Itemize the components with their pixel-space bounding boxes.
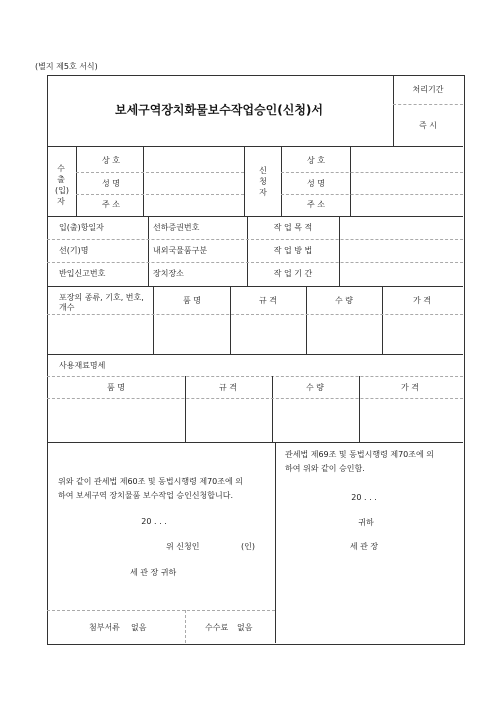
approval-recipient: 귀하 [358, 518, 374, 527]
attachments-label: 첨부서류 [89, 623, 120, 632]
work-purpose-label: 작 업 목 적 [273, 223, 313, 232]
exporter-name-label: 성 명 [102, 179, 120, 188]
approval-issuer: 세 관 장 [349, 542, 379, 551]
application-recipient: 세 관 장 귀하 [130, 568, 177, 577]
work-method-label: 작 업 방 법 [273, 246, 313, 255]
application-date: 20 . . . [141, 517, 167, 526]
materials-header-spec: 규 격 [219, 383, 237, 392]
fee-label: 수수료 [205, 623, 229, 632]
form-number: (별지 제5호 서식) [35, 62, 98, 71]
materials-header-price: 가 격 [401, 383, 419, 392]
packaging-header-item: 품 명 [183, 296, 201, 305]
packaging-header-price: 가 격 [413, 296, 431, 305]
applicant-name-label: 성 명 [307, 179, 325, 188]
applicant-label: 신 청 자 [259, 166, 267, 197]
packaging-label: 포장의 종류, 기호, 번호,개수 [59, 293, 144, 312]
materials-header-quantity: 수 량 [306, 383, 324, 392]
goods-classification-label: 내외국물품구분 [153, 246, 208, 255]
work-period-label: 작 업 기 간 [273, 269, 313, 278]
exporter-address-label: 주 소 [102, 200, 120, 209]
approval-text-line2: 하여 위와 같이 승인함. [285, 464, 365, 473]
attachments-value: 없음 [131, 623, 147, 632]
applicant-company-label: 상 호 [307, 156, 325, 165]
processing-period-value: 즉 시 [419, 121, 437, 130]
application-text-line1: 위와 같이 관세법 제60조 및 동법시행령 제70조에 의 [58, 477, 243, 486]
processing-period-label: 처리기간 [412, 85, 444, 94]
page-title: 보세구역장치화물보수작업승인(신청)서 [114, 103, 324, 117]
storage-location-label: 장치장소 [153, 269, 184, 278]
seal-mark: (인) [241, 542, 255, 551]
materials-label: 사용재료명세 [59, 361, 106, 370]
fee-value: 없음 [237, 623, 253, 632]
approval-date: 20 . . . [351, 493, 377, 502]
exporter-company-label: 상 호 [102, 156, 120, 165]
bl-number-label: 선하증권번호 [153, 223, 200, 232]
applicant-signer-label: 위 신청인 [166, 542, 200, 551]
arrival-date-label: 입(출)항일자 [59, 223, 104, 232]
approval-text-line1: 관세법 제69조 및 동법시행령 제70조에 의 [285, 450, 434, 459]
materials-header-item: 품 명 [107, 383, 125, 392]
vessel-name-label: 선(기)명 [59, 246, 89, 255]
exporter-label: 수 출 (입) 자 [55, 164, 69, 206]
application-text-line2: 하여 보세구역 장치물품 보수작업 승인신청합니다. [58, 491, 234, 500]
packaging-header-quantity: 수 량 [335, 296, 353, 305]
packaging-header-spec: 규 격 [259, 296, 277, 305]
applicant-address-label: 주 소 [307, 200, 325, 209]
entry-report-number-label: 반입신고번호 [59, 269, 106, 278]
